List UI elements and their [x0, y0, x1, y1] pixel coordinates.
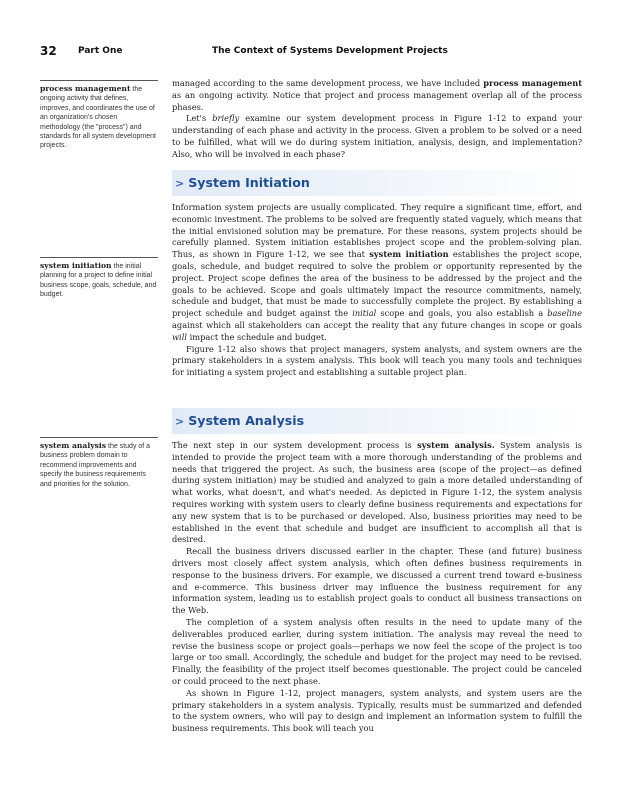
body-paragraph: Figure 1-12 also shows that project managers, system analysts, and system owners are the primary stakeholders in a system analysis. This book will teach you many tools and techniques for initiating a system project and establishing a suitable project plan. [172, 343, 582, 378]
body-paragraph: As shown in Figure 1-12, project managers, system analysts, and system users are the primary stakeholders in a system analysis. Typically, results must be summarized and defended to the system owners, who will pay to design and implement an information system to fulfill the business requirements. This book will teach you [172, 687, 582, 734]
margin-note-system-analysis [40, 437, 158, 489]
system-initiation-text [172, 202, 582, 379]
margin-term: system initiation [40, 261, 112, 270]
chevron-right-icon: > [175, 415, 185, 428]
intro-text [172, 78, 582, 161]
body-paragraph: Recall the business drivers discussed earlier in the chapter. These (and future) business drivers most closely affect system analysis, which often defines business requirements in response to the business drivers. For example, we discussed a current trend toward e-business and e-commerce. This business driver may influence the business requirement for any information system, leading us to establish project goals to conduct all business transactions on the Web. [172, 546, 582, 616]
body-paragraph: Information system projects are usually complicated. They require a significant time, effort, and economic investment. The problems to be solved are frequently stated vaguely, which means that the initial envisioned solution may be premature. For these reasons, system projects should be carefully planned. System initiation establishes project scope and the problem-solving plan. Thus, as shown in Figure 1-12, we see that system initiation establishes the project scope, goals, schedule, and budget required to solve the problem or opportunity represented by the project. Project scope defines the area of the business to be addressed by the project and the goals to be achieved. Scope and goals ultimately impact the resource commitments, namely, schedule and budget, that must be made to successfully complete the project. By establishing a project schedule and budget against the initial scope and goals, you also establish a baseline against which all stakeholders can accept the reality that any future changes in scope or goals will impact the schedule and budget. [172, 202, 583, 342]
page-number: 32 [40, 44, 57, 58]
system-analysis-text [172, 440, 582, 735]
margin-definition: the ongoing activity that defines, improves, and coordinates the use of an organization's chosen methodology (the "process") and standards for all system development projects. [40, 86, 156, 150]
body-paragraph: The completion of a system analysis often results in the need to update many of the deliverables produced earlier, during system initiation. The analysis may reveal the need to revise the business scope or project goals—perhaps we now feel the scope of the project is too large or too small. Accordingly, the schedule and budget for the project may need to be revised. Finally, the feasibility of the project itself becomes questionable. The project could be canceled or could proceed to the next phase. [172, 616, 582, 686]
margin-note-system-initiation [40, 257, 158, 300]
section-heading-system-initiation: > System Initiation [172, 170, 585, 196]
section-heading-system-analysis: > System Analysis [172, 408, 585, 434]
running-title: The Context of Systems Development Projects [212, 46, 448, 56]
running-header [40, 44, 580, 60]
margin-term: process management [40, 84, 131, 93]
margin-term: system analysis [40, 441, 107, 450]
margin-definition: the initial planning for a project to define initial business scope, goals, schedule, and budget. [40, 263, 157, 299]
chevron-right-icon: > [175, 177, 185, 190]
intro-paragraph: managed according to the same development process, we have included process management as an ongoing activity. Notice that project and process management overlap all of the process phases. [172, 78, 583, 112]
margin-definition: the study of a business problem domain to recommend improvements and specify the business requirements and priorities for the solution. [40, 443, 151, 488]
body-paragraph: The next step in our system development process is system analysis. System analysis is intended to provide the project team with a more thorough understanding of the problems and needs that triggered the project. As such, the business area (scope of the project—as defined during system initiation) may be studied and analyzed to gain a more detailed understanding of what works, what doesn't, and what's needed. As depicted in Figure 1-12, the system analysis requires working with system users to clearly define business requirements and expectations for any new system that is to be purchased or developed. Also, business priorities may need to be established in the event that schedule and budget are insufficient to accomplish all that is desired. [172, 440, 582, 545]
part-label: Part One [78, 46, 123, 56]
margin-note-process-management [40, 80, 158, 151]
intro-paragraph: Let's briefly examine our system development process in Figure 1-12 to expand your understanding of each phase and activity in the process. Given a problem to be solved or a need to be fulfilled, what will we do during system initiation, analysis, design, and implementation? Also, who will be involved in each phase? [172, 113, 582, 159]
